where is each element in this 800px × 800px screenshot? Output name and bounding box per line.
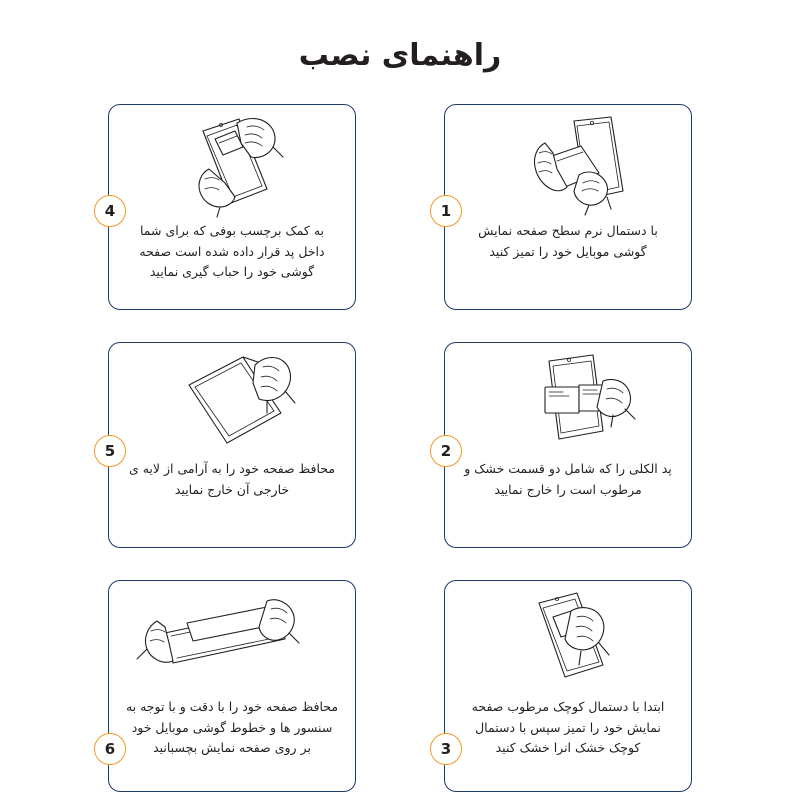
step-illustration-6 [117,589,347,693]
step-caption-5: محافظ صفحه خود را به آرامی از لایه ی خارجی آن خارج نمایید [128,461,336,497]
step-card-1 [440,104,692,310]
step-number-badge-2: 2 [430,435,462,467]
step-illustration-2 [453,351,683,455]
step-number-badge-1: 1 [430,195,462,227]
step-illustration-5 [117,351,347,455]
step-card-2 [440,342,692,548]
step-caption-6: محافظ صفحه خود را با دقت و با توجه به سنسور ها و خطوط گوشی موبایل خود بر روی صفحه نمایش بچسبانید [125,699,339,756]
step-number-badge-6: 6 [94,733,126,765]
step-illustration-3 [453,589,683,693]
step-card-6 [104,580,356,792]
page-title: راهنمای نصب [298,38,502,73]
step-number-badge-3: 3 [430,733,462,765]
step-caption-4: به کمک برچسب بوفی که برای شما داخل پد قرار داده شده است صفحه گوشی خود را حباب گیری نمایید [139,223,325,280]
step-illustration-4 [117,113,347,217]
step-card-4 [104,104,356,310]
step-card-3 [440,580,692,792]
step-illustration-1 [453,113,683,217]
step-card-5 [104,342,356,548]
step-number-badge-5: 5 [94,435,126,467]
step-number-badge-4: 4 [94,195,126,227]
steps-grid [104,104,692,792]
step-caption-1: با دستمال نرم سطح صفحه نمایش گوشی موبایل خود را تمیز کنید [478,223,658,259]
step-caption-2: پد الکلی را که شامل دو قسمت خشک و مرطوب است را خارج نمایید [464,461,672,497]
step-caption-3: ابتدا با دستمال کوچک مرطوب صفحه نمایش خود را تمیز سپس با دستمال کوچک خشک انرا خشک کنید [471,699,665,756]
